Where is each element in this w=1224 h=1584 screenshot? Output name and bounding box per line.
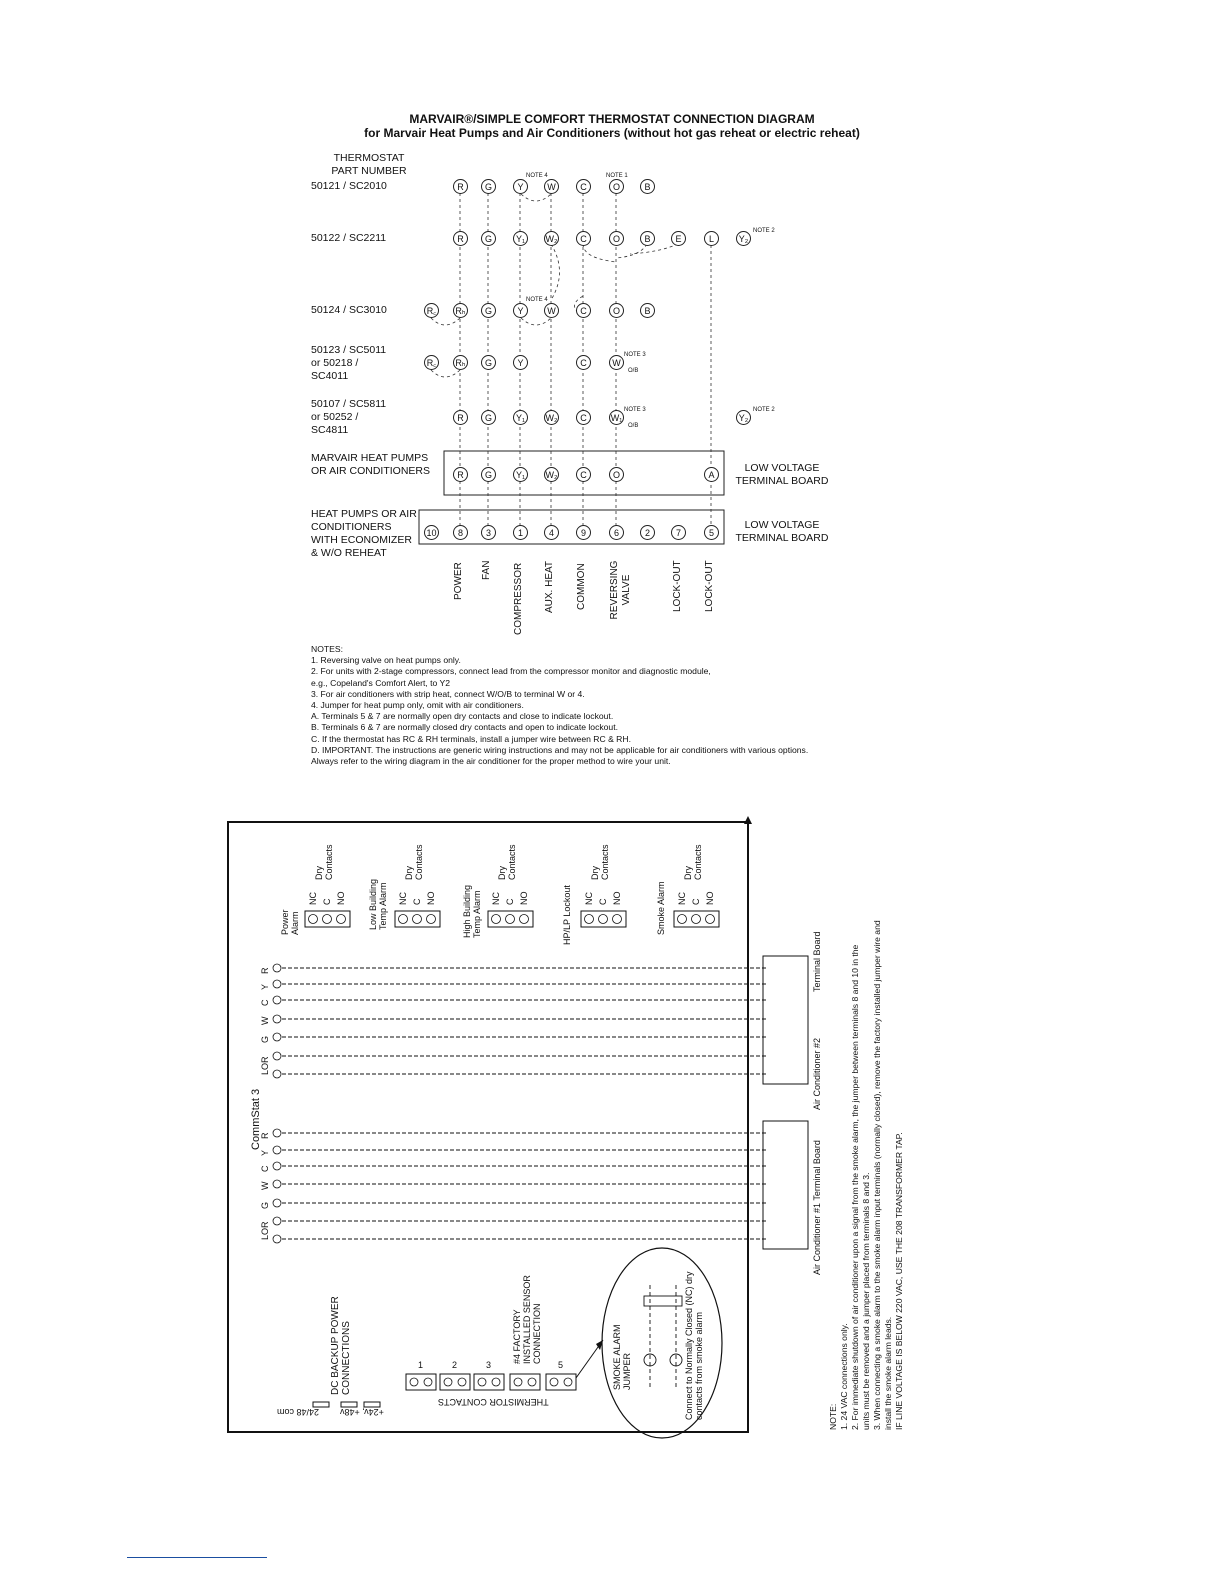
thermistor-num-2: 2 <box>452 1360 458 1370</box>
note3-tag-1: NOTE 3 <box>624 352 646 358</box>
dry-contacts-5: Dry Contacts <box>683 844 703 880</box>
note4-tag-2: NOTE 4 <box>526 297 548 303</box>
power-term-pos: +24v, +48v <box>340 1407 384 1417</box>
bottom-note: IF LINE VOLTAGE IS BELOW 220 VAC, USE THE 208 TRANSFORMER TAP. <box>894 1132 904 1430</box>
no-label: NO <box>426 891 436 905</box>
wire-r-1: R <box>260 1132 270 1139</box>
smoke-jumper-label: SMOKE ALARM JUMPER <box>612 1324 632 1390</box>
top-note: C. If the thermostat has RC & RH terminals, install a jumper wire between RC & RH. <box>311 733 631 744</box>
diagram-subtitle: for Marvair Heat Pumps and Air Conditioners (without hot gas reheat or electric reheat) <box>364 126 860 140</box>
func-label-lockout-1: LOCK-OUT <box>672 560 683 612</box>
bottom-note: 3. When connecting a smoke alarm to the smoke alarm input terminals (normally closed), remove the factory installed jumper wire and <box>872 920 882 1430</box>
no-label: NO <box>612 891 622 905</box>
c-label: C <box>598 898 608 905</box>
func-label-reversing-valve: REVERSING VALVE <box>609 560 632 620</box>
wire-w-2: W <box>260 1016 270 1025</box>
dry-contacts-1: Dry Contacts <box>314 844 334 880</box>
wire-g-2: G <box>260 1035 270 1043</box>
func-label-lockout-2: LOCK-OUT <box>704 560 715 612</box>
note2-tag-1: NOTE 2 <box>753 228 775 234</box>
row-label-50121: 50121 / SC2010 <box>311 180 387 192</box>
func-label-compressor: COMPRESSOR <box>513 562 524 635</box>
wire-c-1: C <box>260 1165 270 1172</box>
top-note: 4. Jumper for heat pump only, omit with air conditioners. <box>311 700 524 711</box>
smoke-nc-label: Connect to Normally Closed (NC) dry contacts from smoke alarm <box>684 1271 704 1420</box>
alarm-label-smoke: Smoke Alarm <box>656 881 666 935</box>
wire-y-2: Y <box>260 983 270 990</box>
nc-label: NC <box>491 892 501 905</box>
row-label-50123: 50123 / SC5011 or 50218 / SC4011 <box>311 344 387 382</box>
alarm-label-high-temp: High Building Temp Alarm <box>462 884 482 938</box>
top-note: 3. For air conditioners with strip heat, connect W/O/B to terminal W or 4. <box>311 688 585 699</box>
c-label: C <box>412 898 422 905</box>
top-note: 2. For units with 2-stage compressors, connect lead from the compressor monitor and diagnostic module, <box>311 666 711 677</box>
note4-tag-1: NOTE 4 <box>526 173 548 179</box>
alarm-label-power: Power Alarm <box>280 909 300 935</box>
dry-contacts-3: Dry Contacts <box>497 844 517 880</box>
row-label-economizer: HEAT PUMPS OR AIR CONDITIONERS WITH ECONOMIZER & W/O REHEAT <box>311 508 417 559</box>
row-label-marvair: MARVAIR HEAT PUMPS OR AIR CONDITIONERS <box>311 452 431 477</box>
footnote-rule <box>127 1557 267 1558</box>
func-label-power: POWER <box>453 562 464 600</box>
wire-lor-2: LOR <box>260 1056 270 1075</box>
thermistor-num-3: 3 <box>486 1360 492 1370</box>
board-label-2: LOW VOLTAGE TERMINAL BOARD <box>735 519 829 544</box>
alarm-label-hplp: HP/LP Lockout <box>562 885 572 945</box>
bottom-note: 2. For immediate shutdown of air conditioner upon a signal from the smoke alarm, the jumper between terminals 8 and 10 in the <box>850 944 860 1430</box>
row-label-50107: 50107 / SC5811 or 50252 / SC4811 <box>311 398 387 436</box>
diagram-title: MARVAIR®/SIMPLE COMFORT THERMOSTAT CONNECTION DIAGRAM <box>409 112 815 126</box>
wire-c-2: C <box>260 999 270 1006</box>
wire-r-2: R <box>260 967 270 974</box>
bottom-note: install the smoke alarm leads. <box>883 1316 893 1430</box>
thermistor-label: THERMISTOR CONTACTS <box>438 1397 549 1407</box>
top-note: e.g., Copeland's Comfort Alert, to Y2 <box>311 677 451 688</box>
row-label-50124: 50124 / SC3010 <box>311 304 387 316</box>
bottom-note: 1. 24 VAC connections only. <box>839 1323 849 1430</box>
dry-contacts-2: Dry Contacts <box>404 844 424 880</box>
thermistor-num-1: 1 <box>418 1360 424 1370</box>
note2-tag-2: NOTE 2 <box>753 407 775 413</box>
top-note: B. Terminals 6 & 7 are normally closed dry contacts and open to indicate lockout. <box>311 722 618 733</box>
nc-label: NC <box>308 892 318 905</box>
dry-contacts-4: Dry Contacts <box>590 844 610 880</box>
nc-label: NC <box>677 892 687 905</box>
no-label: NO <box>705 891 715 905</box>
bottom-notes <box>828 830 905 1430</box>
top-note: 1. Reversing valve on heat pumps only. <box>311 655 461 666</box>
nc-label: NC <box>398 892 408 905</box>
c-label: C <box>691 898 701 905</box>
power-term-com: 24/48 com <box>277 1407 320 1417</box>
row-label-50122: 50122 / SC2211 <box>311 232 387 244</box>
ob-tag-2: O/B <box>628 423 639 429</box>
func-label-aux-heat: AUX. HEAT <box>544 560 555 613</box>
c-label: C <box>322 898 332 905</box>
no-label: NO <box>519 891 529 905</box>
top-note: A. Terminals 5 & 7 are normally open dry contacts and close to indicate lockout. <box>311 711 614 722</box>
note3-tag-2: NOTE 3 <box>624 407 646 413</box>
wire-w-1: W <box>260 1181 270 1190</box>
top-note: D. IMPORTANT. The instructions are generic wiring instructions and may not be applicable for air conditioners with various options. <box>311 744 809 755</box>
top-notes-title: NOTES: <box>311 644 343 654</box>
bottom-note: units must be removed and a jumper placed from terminals 8 and 3. <box>861 1172 871 1430</box>
board-label-1: LOW VOLTAGE TERMINAL BOARD <box>735 462 829 487</box>
func-label-common: COMMON <box>576 563 587 610</box>
nc-label: NC <box>584 892 594 905</box>
note1-tag: NOTE 1 <box>606 173 628 179</box>
commstat-label: CommStat 3 <box>250 1088 262 1150</box>
bottom-notes-title: NOTE: <box>828 1403 838 1430</box>
ac1-board-label: Air Conditioner #1 Terminal Board <box>812 1140 822 1275</box>
dc-backup-label: DC BACKUP POWER CONNECTIONS <box>330 1296 352 1395</box>
wire-y-1: Y <box>260 1149 270 1156</box>
wire-g-1: G <box>260 1201 270 1209</box>
part-number-header: THERMOSTAT PART NUMBER <box>331 152 407 177</box>
top-note: Always refer to the wiring diagram in the air conditioner for the proper method to wire your unit. <box>311 756 671 767</box>
terminal-board-2-label: Terminal Board <box>812 931 822 992</box>
alarm-label-low-temp: Low Building Temp Alarm <box>368 878 388 930</box>
wire-lor-1: LOR <box>260 1221 270 1240</box>
ac2-label: Air Conditioner #2 <box>812 1037 822 1110</box>
no-label: NO <box>336 891 346 905</box>
func-label-fan: FAN <box>481 560 492 580</box>
sensor-label: #4 FACTORY INSTALLED SENSOR CONNECTION <box>512 1275 542 1364</box>
ob-tag-1: O/B <box>628 368 639 374</box>
thermistor-num-5: 5 <box>558 1360 564 1370</box>
c-label: C <box>505 898 515 905</box>
